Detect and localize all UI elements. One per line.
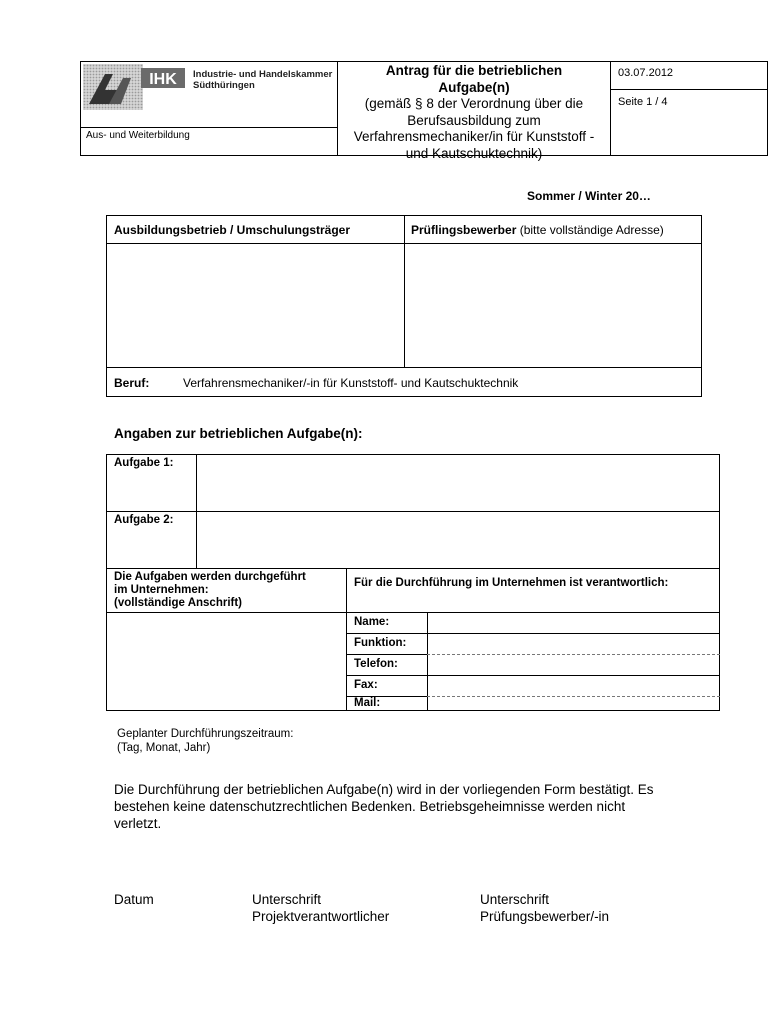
- task2-field[interactable]: [198, 513, 718, 567]
- applicant-label-rest: (bitte vollständige Adresse): [516, 223, 664, 237]
- header-divider: [337, 61, 338, 156]
- task1-label: Aufgabe 1:: [114, 457, 174, 469]
- box-divider: [427, 654, 720, 655]
- confirmation-line: bestehen keine datenschutzrechtlichen Bedenken. Betriebsgeheimnisse werden nicht: [114, 799, 626, 814]
- org-name-line1: Industrie- und Handelskammer: [193, 69, 333, 80]
- function-label: Funktion:: [354, 637, 407, 649]
- document-date: 03.07.2012: [618, 67, 674, 79]
- name-field[interactable]: [429, 614, 718, 632]
- name-label: Name:: [354, 616, 390, 628]
- logo-letters: IHK: [149, 71, 177, 88]
- applicant-address-field[interactable]: [406, 244, 701, 366]
- signature-line: Projektverantwortlicher: [252, 909, 390, 924]
- title-line: Berufsausbildung zum: [407, 112, 541, 128]
- address-label-line: Die Aufgaben werden durchgeführt: [114, 571, 306, 583]
- applicant-label-bold: Prüflingsbewerber: [411, 223, 517, 237]
- page-number: Seite 1 / 4: [618, 96, 668, 108]
- phone-label: Telefon:: [354, 658, 398, 670]
- department-label: Aus- und Weiterbildung: [86, 130, 190, 141]
- title-line: (gemäß § 8 der Verordnung über die: [364, 96, 584, 111]
- box-divider: [427, 633, 720, 634]
- org-name-line2: Südthüringen: [193, 80, 255, 91]
- box-divider: [106, 612, 346, 613]
- mail-label: Mail:: [354, 697, 381, 709]
- responsible-label: Für die Durchführung im Unternehmen ist verantwortlich:: [354, 577, 669, 589]
- box-divider: [346, 675, 427, 676]
- signature-line: Prüfungsbewerber/-in: [480, 909, 610, 924]
- org-name: [193, 69, 332, 91]
- title-line: Verfahrensmechaniker/in für Kunststoff -: [353, 129, 595, 144]
- address-label-line: im Unternehmen:: [114, 584, 209, 596]
- task2-label: Aufgabe 2:: [114, 514, 174, 526]
- address-label-line: (vollständige Anschrift): [114, 597, 242, 609]
- period-line: (Tag, Monat, Jahr): [117, 742, 211, 754]
- company-address-field[interactable]: [107, 244, 403, 366]
- section-title: Angaben zur betrieblichen Aufgabe(n):: [114, 426, 363, 441]
- company-label: Ausbildungsbetrieb / Umschulungsträger: [114, 223, 351, 237]
- box-divider: [346, 612, 720, 613]
- season-label: Sommer / Winter 20…: [527, 189, 651, 203]
- header-divider: [610, 89, 768, 90]
- box-divider: [106, 367, 702, 368]
- title-line: Aufgabe(n): [438, 79, 510, 95]
- task1-field[interactable]: [198, 456, 718, 510]
- title-line: und Kautschuktechnik): [405, 145, 543, 161]
- confirmation-line: Die Durchführung der betrieblichen Aufgabe(n) wird in der vorliegenden Form bestätigt. Es: [114, 782, 654, 797]
- signature-line: Unterschrift: [480, 892, 550, 907]
- mail-field[interactable]: [429, 698, 718, 710]
- period-line: Geplanter Durchführungszeitraum:: [117, 728, 294, 740]
- phone-field[interactable]: [429, 656, 718, 674]
- box-divider: [106, 568, 720, 569]
- box-divider: [106, 511, 720, 512]
- execution-address-field[interactable]: [108, 614, 344, 710]
- project-lead-signature: [252, 891, 389, 925]
- box-divider: [346, 633, 427, 634]
- box-divider: [427, 696, 720, 697]
- box-divider: [346, 654, 427, 655]
- profession-value: Verfahrensmechaniker/-in für Kunststoff- und Kautschuktechnik: [183, 376, 519, 390]
- profession-label: Beruf:: [114, 376, 150, 390]
- confirmation-line: verletzt.: [114, 816, 162, 831]
- document-title: [340, 63, 608, 162]
- box-divider: [404, 215, 405, 367]
- title-line: Antrag für die betrieblichen: [385, 63, 563, 78]
- planned-period-label: [117, 727, 293, 755]
- box-divider: [427, 675, 720, 676]
- fax-label: Fax:: [354, 679, 378, 691]
- company-address-label: [114, 571, 306, 610]
- box-divider: [346, 568, 347, 711]
- header-divider: [610, 61, 611, 156]
- fax-field[interactable]: [429, 677, 718, 695]
- applicant-label: [411, 223, 664, 237]
- ihk-logo-icon: [83, 64, 185, 110]
- confirmation-text: [114, 781, 714, 832]
- function-field[interactable]: [429, 635, 718, 653]
- signature-line: Unterschrift: [252, 892, 322, 907]
- applicant-signature: [480, 891, 609, 925]
- date-signature-label: Datum: [114, 892, 154, 907]
- header-divider: [80, 127, 337, 128]
